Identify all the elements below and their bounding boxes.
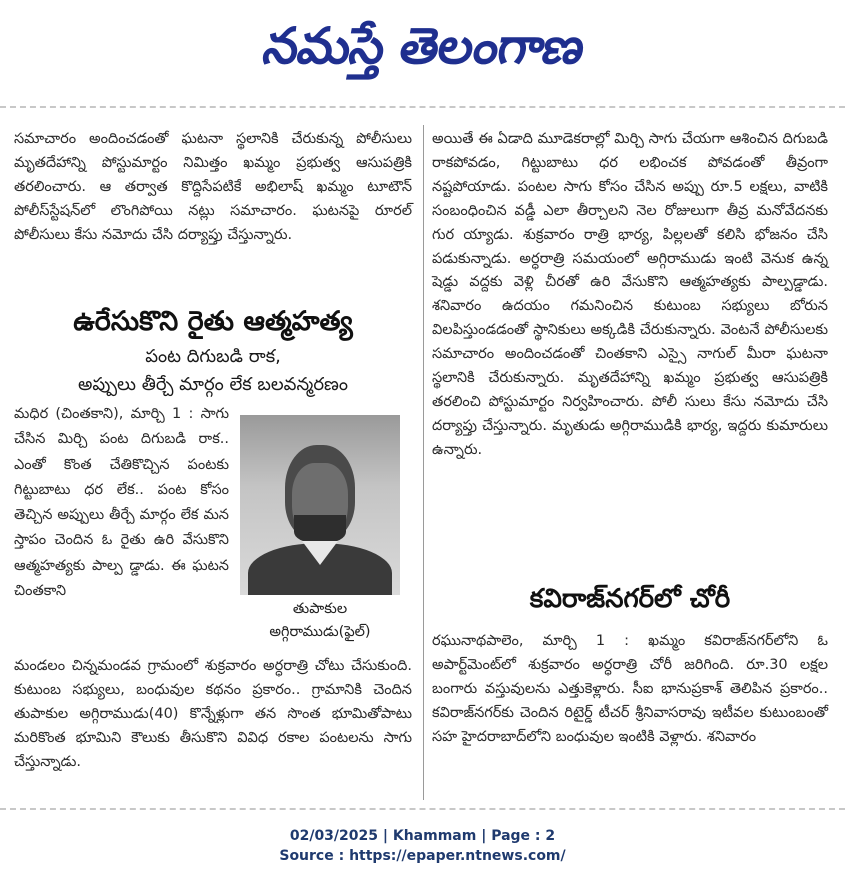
theft-article xyxy=(432,630,828,750)
theft-article-text: రఘునాథపాలెం, మార్చి 1 : ఖమ్మం కవిరాజ్‌నగర్‌లోని ఓ అపార్ట్‌మెంట్‌లో శుక్రవారం అర్ధరాత్రి చోరీ జరిగింది. రూ.30 లక్షల బంగారు వస్తువులను ఎత్తుకెళ్లారు. సీఐ భానుప్రకాశ్ తెలిపిన ప్రకారం.. కవిరాజ్‌నగర్‌కు చెందిన రిటైర్డ్ టీచర్ శ్రీనివాసరావు ఇటీవల కుటుంబంతో సహ హైదరాబాద్‌లోని బంధువుల ఇంటికి వెళ్లారు. శనివారం xyxy=(432,633,828,745)
article-headline: ఉరేసుకొని రైతు ఆత్మహత్య xyxy=(73,306,353,337)
footer-source-line: Source : https://epaper.ntnews.com/ xyxy=(279,848,566,864)
continued-article-text: సమాచారం అందించడంతో ఘటనా స్థలానికి చేరుకున్న పోలీసులు మృతదేహాన్ని పోస్టుమార్టం నిమిత్తం ఖమ్మం ప్రభుత్వ ఆసుపత్రికి తరలించారు. ఆ తర్వాత కొద్దిసేపటికే అభిలాష్ ఖమ్మం టూటౌన్ పోలీస్‌స్టేషన్‌లో లొంగిపోయి నట్లు సమాచారం. ఘటనపై రూరల్ పోలీసులు కేసు నమోదు చేసి దర్యాప్తు చేస్తున్నారు. xyxy=(14,131,412,243)
article-subheadline xyxy=(14,343,412,399)
page-footer xyxy=(0,826,845,866)
subheadline-line-2: అప్పులు తీర్చే మార్గం లేక బలవన్మరణం xyxy=(77,374,348,395)
bottom-divider xyxy=(0,808,845,810)
article-intro-text xyxy=(14,402,229,604)
farmer-photo xyxy=(240,415,400,595)
article-body-paragraph: మండలం చిన్నమండవ గ్రామంలో శుక్రవారం అర్ధరాత్రి చోటు చేసుకుంది. కుటుంబ సభ్యులు, బంధువుల కథనం ప్రకారం.. గ్రామానికి చెందిన తుపాకుల అగ్గిరాముడు(40) కొన్నేళ్లుగా తన సొంత భూమితోపాటు మరికొంత భూమిని కౌలుకు తీసుకొని వివిధ రకాల పంటలను సాగు చేస్తున్నాడు. xyxy=(14,658,412,770)
article-body-right: అయితే ఈ ఏడాది మూడెకరాల్లో మిర్చి సాగు చేయగా ఆశించిన దిగుబడి రాకపోవడం, గిట్టుబాటు ధర లభించక పోవడంతో తీవ్రంగా నష్టపోయాడు. పంటల సాగు కోసం చేసిన అప్పు రూ.5 లక్షలు, వాటికి సంబంధించిన వడ్డీ ఎలా తీర్చాలని నెల రోజులుగా తీవ్ర మనోవేదనకు గుర య్యాడు. శుక్రవారం రాత్రి భార్య, పిల్లలతో కలిసి భోజనం చేసి పడుకున్నాడు. అర్ధరాత్రి సమయంలో అగ్గిరాముడు ఇంటి వెనుక ఉన్న షెడ్డు వద్దకు వెళ్లి చీరతో ఉరి వేసుకొని ఆత్మహత్యకు పాల్పడ్డాడు. శనివారం ఉదయం గమనించిన కుటుంబ సభ్యులు బోరున విలపిస్తుండడంతో స్థానికులు అక్కడికి చేరుకున్నారు. వెంటనే పోలీసులకు సమాచారం అందించడంతో చింతకాని ఎస్సై నాగుల్ మీరా ఘటనా స్థలానికి చేరుకున్నారు. మృతదేహాన్ని ఖమ్మం ప్రభుత్వ ఆసుపత్రికి తరలించి పోస్టుమార్టం నిర్వహించారు. పోలీ సులు కేసు నమోదు చేసి దర్యాప్తు చేస్తున్నారు. మృతుడు అగ్గిరాముడికి భార్య, ఇద్దరు కుమారులు ఉన్నారు. xyxy=(432,131,828,458)
theft-headline: కవిరాజ్‌నగర్‌లో చోరీ xyxy=(529,584,731,614)
left-column-top xyxy=(14,128,412,248)
photo-caption xyxy=(240,598,400,644)
top-divider xyxy=(0,106,845,108)
newspaper-logo: నమస్తే తెలంగాణ xyxy=(258,16,589,75)
subheadline-line-1: పంట దిగుబడి రాక, xyxy=(145,346,281,367)
right-column-top xyxy=(432,128,828,463)
article-intro-paragraph: మధిర (చింతకాని), మార్చి 1 : సాగు చేసిన మిర్చి పంట దిగుబడి రాక.. ఎంతో కొంత చేతికొచ్చిన పంటకు గిట్టుబాటు ధర లేక.. పంట కోసం తెచ్చిన అప్పులు తీర్చే మార్గం లేక మన స్తాపం చెందిన ఓ రైతు ఉరి వేసుకొని ఆత్మహత్యకు పాల్ప డ్డాడు. ఈ ఘటన చింతకాని xyxy=(14,406,229,600)
photo-beard xyxy=(294,515,346,543)
masthead xyxy=(0,0,845,104)
column-divider xyxy=(423,125,424,800)
footer-date-line: 02/03/2025 | Khammam | Page : 2 xyxy=(289,828,556,844)
article-body-left xyxy=(14,655,412,775)
caption-line-1: తుపాకుల xyxy=(292,601,348,617)
caption-line-2: అగ్గిరాముడు(ఫైల్) xyxy=(269,624,371,640)
